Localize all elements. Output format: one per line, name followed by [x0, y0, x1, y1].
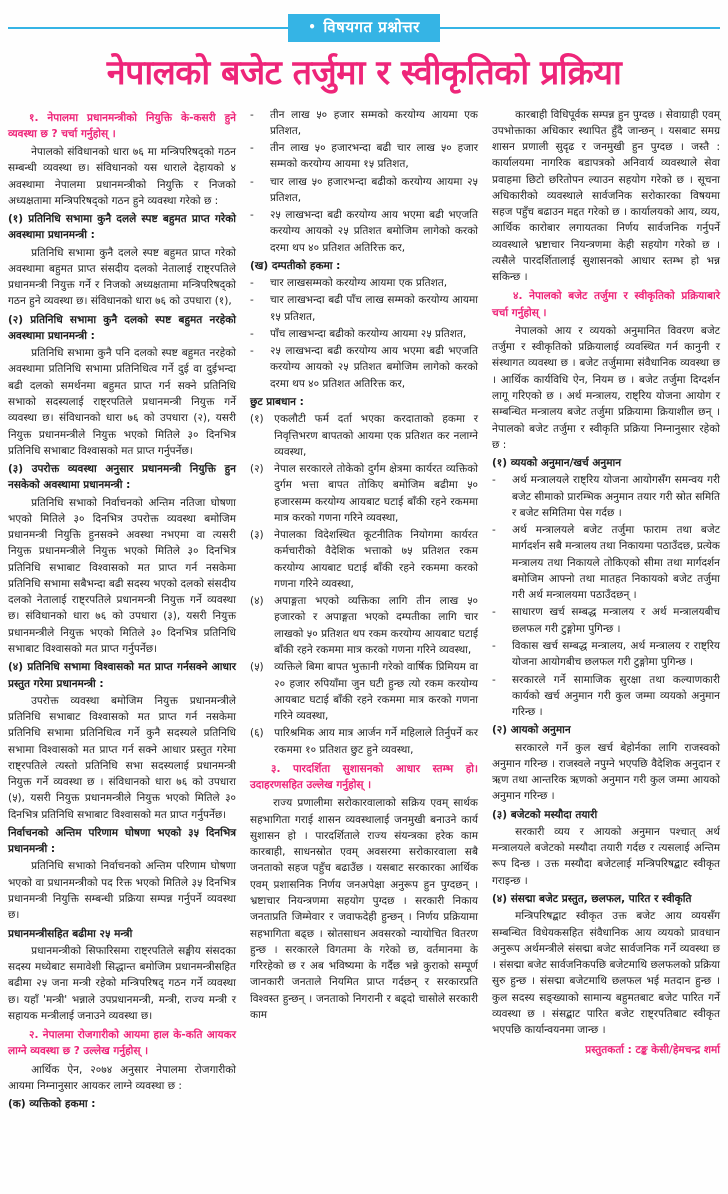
list-item-text: चार लाखसम्मको करयोग्य आयमा एक प्रतिशत,: [269, 277, 448, 290]
list-item-text: साधारण खर्च सम्बद्ध मन्त्रालय र अर्थ मन्त्रालयबीच छलफल गरी टुङ्गोमा पुगिन्छ ।: [511, 606, 720, 635]
list-item: [250, 107, 478, 140]
sub-heading: छुट प्राबधान :: [250, 396, 304, 409]
list-item: [250, 207, 478, 256]
paragraph: नेपालको आय र व्ययको अनुमानित विवरण बजेट तर्जुमा र स्वीकृतिको प्रक्रियालाई व्यवस्थित गर्न कानुनी र संस्थागत व्यवस्था छ । बजेट तर्जुमामा संवैधानिक व्यवस्था छ । आर्थिक कार्यविधि ऐन, नियम छ । बजेट तर्जुमा दिग्दर्शन लागू गरिएको छ । अर्थ मन्त्रालय, राष्ट्रिय योजना आयोग र सम्बन्धित मन्त्रालय बजेट तर्जुमा प्रक्रियामा क्रियाशील छन् । नेपालको बजेट तर्जुमा र स्वीकृति प्रक्रिया निम्नानुसार रहेको छ :: [492, 324, 720, 451]
section-header: [8, 14, 720, 42]
paragraph: प्रतिनिधि सभाको निर्वाचनको अन्तिम परिणाम घोषणा भएको वा प्रधानमन्त्रीको पद रिक्त भएको मितिले ३५ दिनभित्र प्रधानमन्त्री नियुक्ति सम्बन्धी प्रक्रिया सम्पन्न गर्नुपर्ने व्यवस्था छ।: [8, 860, 236, 922]
list-marker: -: [250, 108, 254, 121]
list-item-text: एकलौटी फर्म दर्ता भएका करदाताको हकमा र निवृत्तिभरण बापतको आयमा एक प्रतिशत कर नलाग्ने व्यवस्था,: [274, 413, 478, 458]
section-kicker: [288, 14, 440, 42]
list-item-text: अर्थ मन्त्रालयले राष्ट्रिय योजना आयोगसँग समन्वय गरी बजेट सीमाको प्रारम्भिक अनुमान तयार गरी स्रोत समिति र बजेट समितिमा पेस गर्दछ ।: [511, 474, 720, 519]
list-item-text: नेपालका विदेशस्थित कूटनीतिक नियोगमा कार्यरत कर्मचारीको वैदेशिक भत्ताको ७५ प्रतिशत रकम करयोग्य आयबाट घटाई बाँकी रहने रकममा करको गणना गरिने व्यवस्था,: [274, 529, 478, 590]
list-item-text: व्यक्तिले बिमा बापत भुक्तानी गरेको वार्षिक प्रिमियम वा २० हजार रुपियाँमा जुन घटी हुन्छ त्यो रकम करयोग्य आयबाट घटाई बाँकी रहने रकममा मात्र करको गणना गरिने व्यवस्था,: [274, 661, 478, 723]
list-item: [250, 725, 478, 758]
sub-heading: (३) बजेटको मस्यौदा तयारी: [492, 808, 598, 821]
paragraph: सरकारी व्यय र आयको अनुमान पश्चात् अर्थ मन्त्रालयले बजेटको मस्यौदा तयारी गर्दछ र त्यसलाई अन्तिम रूप दिन्छ । उक्त मस्यौदा बजेटलाई मन्त्रिपरिषद्बाट स्वीकृत गराइन्छ ।: [492, 825, 720, 887]
list-item: [250, 140, 478, 173]
paragraph: आर्थिक ऐन, २०७४ अनुसार नेपालमा रोजगारीको आयमा निम्नानुसार आयकर लाग्ने व्यवस्था छ :: [8, 1063, 236, 1092]
list-marker: -: [250, 294, 254, 307]
sub-heading: (४) प्रतिनिधि सभामा विश्वासको मत प्राप्त गर्नसक्ने आधार प्रस्तुत गरेमा प्रधानमन्त्री :: [8, 661, 236, 690]
list-marker: -: [492, 640, 496, 652]
paragraph: उपरोक्त व्यवस्था बमोजिम नियुक्त प्रधानमन्त्रीले प्रतिनिधि सभाबाट विश्वासको मत प्राप्त गर्न नसकेमा प्रतिनिधि सभामा प्रतिनिधित्व गर्ने कुनै सदस्यले प्रतिनिधि सभामा विश्वासको मत प्राप्त गर्न सक्ने आधार प्रस्तुत गरेमा राष्ट्रपतिले त्यस्तो प्रतिनिधि सभा सदस्यलाई प्रधानमन्त्री नियुक्त गर्ने व्यवस्था छ । संविधानको धारा ७६ को उपधारा (५), यसरी नियुक्त प्रधानमन्त्रीले नियुक्त भएको मितिले ३० दिनभित्र प्रतिनिधि सभाबाट विश्वासको मत प्राप्त गर्नुपर्नेछ।: [8, 694, 236, 821]
question-heading: २. नेपालमा रोजगारीको आयमा हाल के-कति आयकर लाग्ने व्यवस्था छ ? उल्लेख गर्नुहोस् ।: [8, 1029, 236, 1058]
list-marker: -: [250, 142, 254, 155]
list-item: [492, 604, 720, 637]
paragraph: प्रतिनिधि सभामा कुनै दलले स्पष्ट बहुमत प्राप्त गरेको अवस्थामा बहुमत प्राप्त संसदीय दलको नेतालाई राष्ट्रपतिले प्रधानमन्त्री नियुक्त गर्ने र निजको अध्यक्षतामा मन्त्रिपरिषद्को गठन हुने व्यवस्था छ। संविधानको धारा ७६ को उपधारा (१),: [8, 246, 236, 308]
sub-heading: (१) प्रतिनिधि सभामा कुनै दलले स्पष्ट बहुमत प्राप्त गरेको अवस्थामा प्रधानमन्त्री :: [8, 213, 236, 242]
sub-heading: (४) संसद्मा बजेट प्रस्तुत, छलफल, पारित र स्वीकृति: [492, 892, 692, 905]
list-item-text: २५ लाखभन्दा बढी करयोग्य आय भएमा बढी भएजति करयोग्य आयको २५ प्रतिशत बमोजिम लागेको करको दरमा थप ४० प्रतिशत अतिरिक्त कर,: [269, 209, 478, 254]
list-item: [250, 411, 478, 460]
list-marker: (२): [250, 463, 264, 476]
article-title: नेपालको बजेट तर्जुमा र स्वीकृतिको प्रक्रिया: [106, 53, 622, 93]
list-item-text: चार लाखभन्दा बढी पाँच लाख सम्मको करयोग्य आयमा १५ प्रतिशत,: [269, 294, 478, 323]
sub-heading: (ख) दम्पतीको हकमा :: [250, 259, 341, 272]
list-marker: -: [492, 673, 496, 686]
list-marker: (६): [250, 727, 264, 740]
paragraph: प्रतिनिधि सभाको निर्वाचनको अन्तिम नतिजा घोषणा भएको मितिले ३० दिनभित्र उपरोक्त व्यवस्था बमोजिम प्रधानमन्त्री नियुक्ति हुनसक्ने अवस्था नभएमा वा त्यसरी नियुक्त प्रधानमन्त्रीले नियुक्त भएको मितिले ३० दिनभित्र प्रतिनिधि सभाबाट विश्वासको मत प्राप्त गर्न नसकेमा प्रतिनिधि सभामा सबैभन्दा बढी सदस्य भएको दलको संसदीय दलको नेतालाई राष्ट्रपतिले प्रधानमन्त्री नियुक्त गर्ने व्यवस्था छ। संविधानको धारा ७६ को उपधारा (३), यसरी नियुक्त प्रधानमन्त्रीले नियुक्त भएको मितिले ३० दिनभित्र प्रतिनिधि सभाबाट विश्वासको मत प्राप्त गर्नुपर्नेछ।: [8, 496, 236, 655]
paragraph: प्रतिनिधि सभामा कुनै पनि दलको स्पष्ट बहुमत नरहेको अवस्थामा प्रतिनिधि सभामा प्रतिनिधित्व गर्ने दुई वा दुईभन्दा बढी दलको समर्थनमा बहुमत प्राप्त गर्न सक्ने प्रतिनिधि सभाको सदस्यलाई राष्ट्रपतिले प्रधानमन्त्री नियुक्त गर्ने व्यवस्था छ। संविधानको धारा ७६ को उपधारा (२), यसरी नियुक्त प्रधानमन्त्रीले नियुक्त भएको मितिले ३० दिनभित्र प्रतिनिधि सभाबाट विश्वासको मत प्राप्त गर्नुपर्नेछ।: [8, 347, 236, 457]
list-item: [492, 672, 720, 721]
list-item-text: विकास खर्च सम्बद्ध मन्त्रालय, अर्थ मन्त्रालय र राष्ट्रिय योजना आयोगबीच छलफल गरी टुङ्गोमा पुगिन्छ ।: [511, 640, 720, 669]
sub-heading: (१) व्ययको अनुमान/खर्च अनुमान: [492, 457, 622, 470]
list-item: [250, 343, 478, 392]
paragraph: मन्त्रिपरिषद्बाट स्वीकृत उक्त बजेट आय व्ययसँग सम्बन्धित विधेयकसहित संवैधानिक आय व्ययको प्रावधान अनुरूप अर्थमन्त्रीले संसद्मा बजेट सार्वजनिक गर्ने व्यवस्था छ । संसद्मा बजेट सार्वजनिकपछि बजेटमाथि छलफलको प्रक्रिया सुरु हुन्छ । संसद्मा बजेटमाथि छलफल भई मतदान हुन्छ । कुल सदस्य सङ्ख्याको सामान्य बहुमतबाट बजेट पारित गर्ने व्यवस्था छ । संसद्बाट पारित बजेट राष्ट्रपतिबाट स्वीकृत भएपछि कार्यान्वयनमा जान्छ ।: [492, 910, 720, 1037]
sub-heading: प्रधानमन्त्रीसहित बढीमा २५ मन्त्री: [8, 927, 133, 940]
list-marker: -: [250, 345, 254, 358]
sub-heading: (क) व्यक्तिको हकमा :: [8, 1098, 96, 1111]
column-2: [250, 107, 478, 1114]
sub-heading: निर्वाचनको अन्तिम परिणाम घोषणा भएको ३५ दिनभित्र प्रधानमन्त्री :: [8, 826, 236, 856]
list-marker: (१): [250, 413, 264, 426]
article-columns: [8, 107, 720, 1114]
list-item: [492, 638, 720, 671]
list-marker: (५): [250, 661, 264, 674]
list-item-text: अर्थ मन्त्रालयले बजेट तर्जुमा फाराम तथा बजेट मार्गदर्शन सबै मन्त्रालय तथा निकायमा पठाउँदछ, प्रत्येक मन्त्रालय तथा निकायले तोकिएको सीमा तथा मार्गदर्शन बमोजिम आफ्नो तथा मातहत निकायको बजेट तर्जुमा गरी अर्थ मन्त्रालयमा पठाउँदछन् ।: [511, 524, 720, 602]
list-item-text: सरकारले गर्ने सामाजिक सुरक्षा तथा कल्याणकारी कार्यको खर्च अनुमान गरी कुल जम्मा व्ययको अनुमान गरिन्छ ।: [511, 673, 720, 719]
question-heading: ४. नेपालको बजेट तर्जुमा र स्वीकृतिको प्रक्रियाबारे चर्चा गर्नुहोस् ।: [492, 290, 720, 319]
list-item-text: पाँच लाखभन्दा बढीको करयोग्य आयमा २५ प्रतिशत,: [269, 327, 467, 340]
column-1: [8, 107, 236, 1114]
sub-heading: (२) आयको अनुमान: [492, 724, 571, 737]
list-marker: -: [250, 175, 254, 188]
list-item-text: पारिश्रमिक आय मात्र आर्जन गर्ने महिलाले तिर्नुपर्ने कर रकममा १० प्रतिशत छुट हुने व्यवस्था,: [274, 727, 478, 756]
section-kicker-label: विषयगत प्रश्नोत्तर: [323, 18, 420, 36]
question-heading: ३. पारदर्शिता सुशासनको आधार स्तम्भ हो। उदाहरणसहित उल्लेख गर्नुहोस् ।: [250, 762, 478, 792]
list-item: [250, 659, 478, 724]
list-item: [250, 593, 478, 658]
list-marker: -: [250, 327, 254, 340]
list-item: [492, 522, 720, 603]
paragraph: कारबाही विधिपूर्वक सम्पन्न हुन पुग्दछ । सेवाग्राही एवम् उपभोक्ताका अधिकार स्थापित हुँदै जान्छन् । यसबाट समग्र शासन प्रणाली सुदृढ र जनमुखी हुन पुग्दछ । जस्तै : कार्यालयमा नागरिक बडापत्रको अनिवार्य व्यवस्थाले सेवा प्रवाहमा छिटो छरितोपन ल्याउन सहयोग गरेको छ । सूचना अधिकारीको व्यवस्थाले सार्वजनिक सरोकारका विषयमा सहज पहुँच बढाउन मद्दत गरेको छ । कार्यालयको आय, व्यय, आर्थिक कारोबार लगायतका निर्णय सार्वजनिक गर्नुपर्ने व्यवस्थाले भ्रष्टाचार नियन्त्रणमा केही सहयोग गरेको छ । त्यसैले पारदर्शितालाई सुशासनको आधार स्तम्भ हो भन्न सकिन्छ ।: [492, 108, 720, 284]
bullet-icon: •: [308, 20, 317, 34]
list-marker: -: [492, 474, 496, 487]
list-item-text: नेपाल सरकारले तोकेको दुर्गम क्षेत्रमा कार्यरत व्यक्तिको दुर्गम भत्ता बापत तोकिए बमोजिम बढीमा ५० हजारसम्म करयोग्य आयबाट घटाई बाँकी रहने रकममा मात्र करको गणना गरिने व्यवस्था,: [274, 463, 478, 524]
paragraph: राज्य प्रणालीमा सरोकारवालाको सक्रिय एवम् सार्थक सहभागिता गराई शासन व्यवस्थालाई जनमुखी बनाउने कार्य सुशासन हो । पारदर्शिताले राज्य संयन्त्रका हरेक काम कारबाही, साधनस्रोत एवम् अवसरमा सरोकारवाला सबै जनताको सहज पहुँच बढाउँछ । यसबाट सरकारका आर्थिक एवम् प्रशासनिक निर्णय जनअपेक्षा अनुरूप हुन पुग्दछन् । भ्रष्टाचार नियन्त्रणमा सहयोग पुग्दछ । सरकारी निकाय जनताप्रति जिम्मेवार र जवाफदेही हुन्छन् । निर्णय प्रक्रियामा सहभागिता बढ्छ । स्रोतसाधन अवसरको न्यायोचित वितरण हुन्छ । सरकारले विगतमा के गरेको छ, वर्तमानमा के गरिरहेको छ र अब भविष्यमा के गर्दैछ भन्ने कुराको सम्पूर्ण जानकारी जनताले नियमित प्राप्त गर्दछन् र सरकारप्रति विश्वस्त हुन्छन् । जनताको निगरानी र बढ्दो चासोले सरकारी काम: [250, 797, 478, 1021]
list-marker: -: [250, 277, 254, 290]
sub-heading: (३) उपरोक्त व्यवस्था अनुसार प्रधानमन्त्री नियुक्ति हुन नसकेको अवस्थामा प्रधानमन्त्री :: [8, 463, 236, 492]
list-item-text: २५ लाखभन्दा बढी करयोग्य आय भएमा बढी भएजति करयोग्य आयको २५ प्रतिशत बमोजिम लागेको करको दरमा थप ४० प्रतिशत अतिरिक्त कर,: [269, 345, 478, 390]
list-item-text: चार लाख ५० हजारभन्दा बढीको करयोग्य आयमा २५ प्रतिशत,: [269, 175, 478, 204]
list-marker: -: [492, 524, 496, 537]
list-item: [250, 275, 478, 291]
byline: प्रस्तुतकर्ता : टङ्क केसी/हेमचन्द्र शर्मा: [585, 1044, 720, 1057]
list-item: [492, 472, 720, 521]
list-item: [250, 174, 478, 207]
paragraph: प्रधानमन्त्रीको सिफारिसमा राष्ट्रपतिले सङ्घीय संसदका सदस्य मध्येबाट समावेशी सिद्धान्त बमोजिम प्रधानमन्त्रीसहित बढीमा २५ जना मन्त्री रहेको मन्त्रिपरिषद् गठन गर्ने व्यवस्था छ। यहाँ 'मन्त्री' भन्नाले उपप्रधानमन्त्री, मन्त्री, राज्य मन्त्री र सहायक मन्त्रीलाई जनाउने व्यवस्था छ।: [8, 944, 236, 1022]
list-item-text: तीन लाख ५० हजारभन्दा बढी चार लाख ५० हजार सम्मको करयोग्य आयमा १५ प्रतिशत,: [269, 142, 478, 171]
list-marker: (४): [250, 595, 264, 608]
list-item: [250, 527, 478, 592]
header-rule-right: [440, 27, 720, 29]
column-3: [492, 107, 720, 1114]
header-rule-left: [8, 27, 288, 29]
question-heading: १. नेपालमा प्रधानमन्त्रीको नियुक्ति के-कसरी हुने व्यवस्था छ ? चर्चा गर्नुहोस् ।: [8, 111, 236, 140]
list-marker: -: [250, 209, 254, 222]
list-marker: -: [492, 606, 496, 619]
list-item-text: अपाङ्गता भएको व्यक्तिका लागि तीन लाख ५० हजारको र अपाङ्गता भएको दम्पतीका लागि चार लाखको ५० प्रतिशत थप रकम करयोग्य आयबाट घटाई बाँकी रहने रकममा मात्र करको गणना गरिने व्यवस्था,: [274, 595, 478, 656]
sub-heading: (२) प्रतिनिधि सभामा कुनै दलको स्पष्ट बहुमत नरहेको अवस्थामा प्रधानमन्त्री :: [8, 313, 236, 342]
paragraph: नेपालको संविधानको धारा ७६ मा मन्त्रिपरिषद्को गठन सम्बन्धी व्यवस्था छ। संविधानको यस धाराले देहायको ४ अवस्थामा नेपालमा प्रधानमन्त्रीको नियुक्ति र निजको अध्यक्षतामा मन्त्रिपरिषद्को गठन हुने व्यवस्था गरेको छ :: [8, 146, 236, 207]
list-item-text: तीन लाख ५० हजार सम्मको करयोग्य आयमा एक प्रतिशत,: [269, 108, 478, 137]
list-item: [250, 461, 478, 526]
list-marker: (३): [250, 529, 264, 542]
list-item: [250, 292, 478, 325]
paragraph: सरकारले गर्ने कुल खर्च बेहोर्नका लागि राजस्वको अनुमान गरिन्छ । राजस्वले नपुग्ने भएपछि वैदेशिक अनुदान र ऋण तथा आन्तरिक ऋणको अनुमान गरी कुल जम्मा आयको अनुमान गरिन्छ ।: [492, 741, 720, 803]
list-item: [250, 326, 478, 342]
